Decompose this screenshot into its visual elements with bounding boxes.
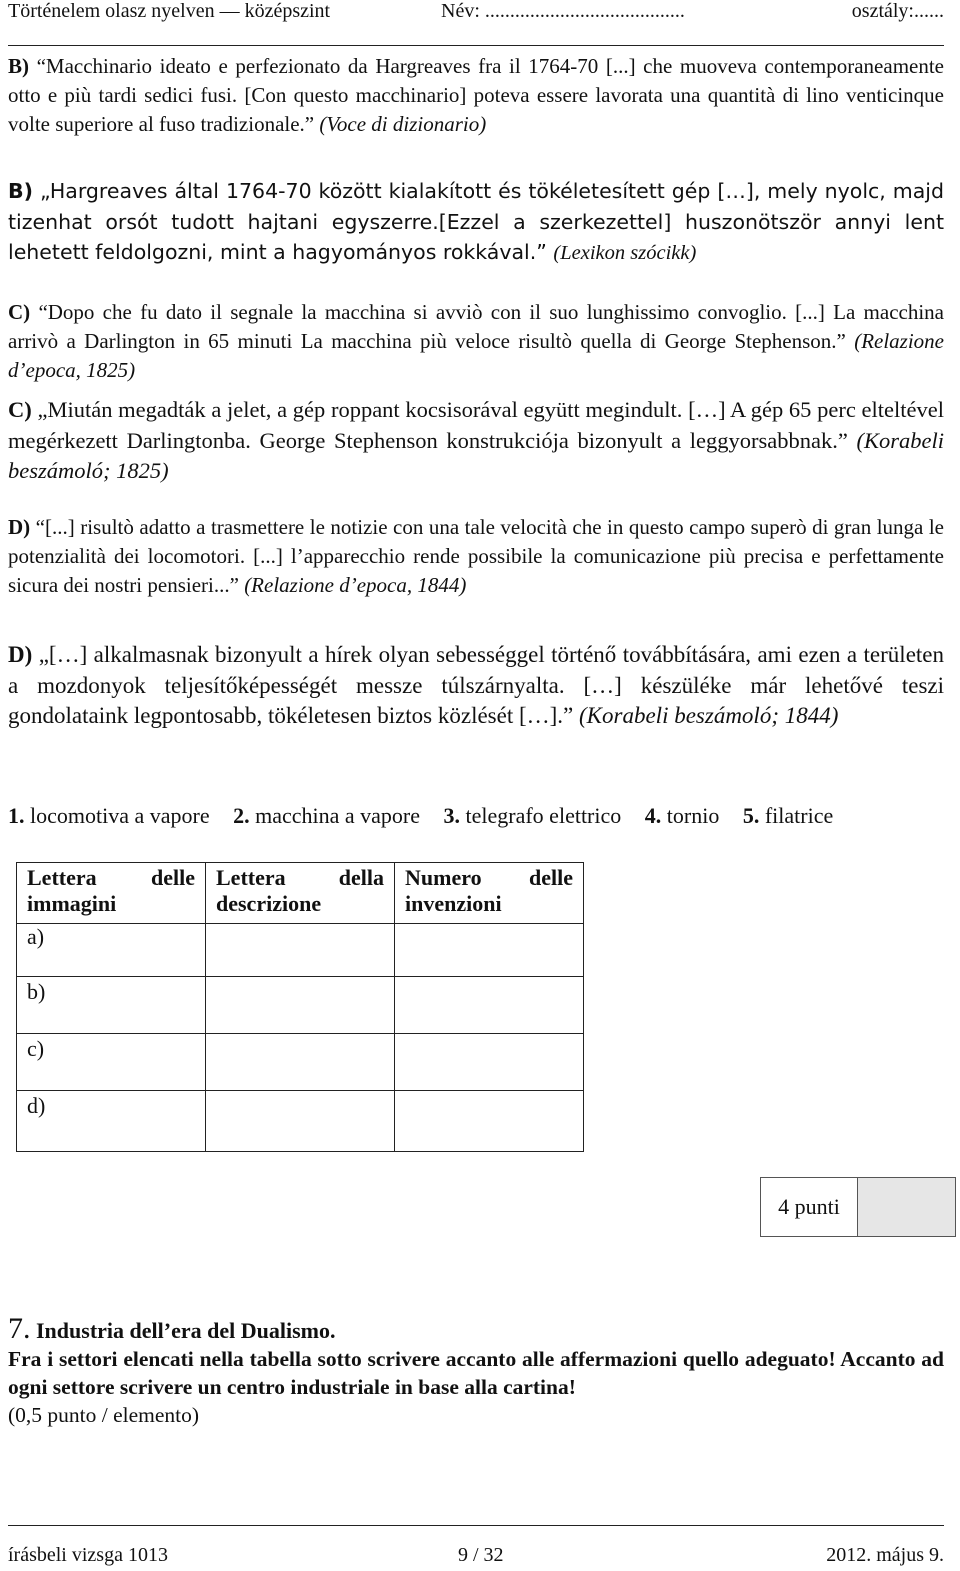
- row-letter: d): [17, 1091, 206, 1152]
- footer-date: 2012. május 9.: [826, 1544, 944, 1566]
- paragraph-label: B): [8, 54, 29, 78]
- footer-exam: írásbeli vizsga 1013: [8, 1544, 168, 1566]
- list-item: 2. macchina a vapore: [233, 803, 421, 828]
- paragraph-c-italian: [8, 298, 944, 385]
- answer-cell[interactable]: [395, 977, 584, 1034]
- answer-cell[interactable]: [206, 1034, 395, 1091]
- footer-page: 9 / 32: [458, 1544, 504, 1566]
- header-class-field: osztály:......: [851, 0, 944, 22]
- list-item: 4. tornio: [644, 803, 720, 828]
- answer-cell[interactable]: [395, 1091, 584, 1152]
- header-subject: Történelem olasz nyelven — középszint: [8, 0, 331, 22]
- question-title: Industria dell’era del Dualismo.: [36, 1318, 336, 1343]
- points-label: 4 punti: [761, 1178, 858, 1236]
- answer-cell[interactable]: [206, 924, 395, 977]
- row-letter: a): [17, 924, 206, 977]
- table-row: [17, 1034, 584, 1091]
- table-header-cell: Lettera delle immagini: [17, 863, 206, 924]
- paragraph-source: (Korabeli beszámoló; 1825): [8, 427, 945, 483]
- paragraph-b-italian: [8, 52, 944, 139]
- paragraph-label: B): [8, 179, 33, 203]
- row-letter: c): [17, 1034, 206, 1091]
- list-item: 3. telegrafo elettrico: [443, 803, 622, 828]
- instruction-text: Fra i settori elencati nella tabella sotto scrivere accanto alle affermazioni quello adeguato! Accanto ad ogni settore scrivere un centro industriale in base alla cartina!: [8, 1347, 944, 1399]
- paragraph-source: (Lexikon szócikk): [553, 242, 697, 264]
- answer-cell[interactable]: [206, 1091, 395, 1152]
- footer-rule: [8, 1525, 944, 1526]
- question-7-instruction: [8, 1345, 944, 1429]
- answer-table: [16, 862, 584, 1152]
- answer-cell[interactable]: [206, 977, 395, 1034]
- paragraph-d-hungarian: [8, 640, 944, 732]
- table-row: [17, 977, 584, 1034]
- paragraph-label: D): [8, 642, 33, 667]
- table-header-row: [17, 863, 584, 924]
- paragraph-text: “Dopo che fu dato il segnale la macchina si avviò con il suo lunghissimo convoglio. [...] La macchina arrivò a Darlington in 65 minuti La macchina più veloce risultò quella di George Stephenson.”: [8, 300, 944, 353]
- scoring-text: (0,5 punto / elemento): [8, 1403, 200, 1427]
- row-letter: b): [17, 977, 206, 1034]
- paragraph-label: C): [8, 300, 31, 324]
- paragraph-source: (Voce di dizionario): [319, 112, 487, 136]
- question-7-title: [8, 1312, 335, 1346]
- table-header-cell: Numero delle invenzioni: [395, 863, 584, 924]
- paragraph-d-italian: [8, 513, 944, 600]
- paragraph-label: C): [8, 397, 32, 422]
- table-header-cell: Lettera della descrizione: [206, 863, 395, 924]
- points-score-field[interactable]: [858, 1178, 955, 1236]
- inventions-list: [8, 803, 851, 829]
- paragraph-text: “Macchinario ideato e perfezionato da Hargreaves fra il 1764-70 [...] che muoveva contemporaneamente otto e più tardi sedici fusi. [Con questo macchinario] poteva essere lavorata una quantità di lino venticinque volte superiore al fuso tradizionale.”: [8, 54, 945, 136]
- paragraph-b-hungarian: [8, 176, 944, 269]
- answer-cell[interactable]: [395, 1034, 584, 1091]
- paragraph-label: D): [8, 515, 31, 539]
- header-name-field: Név: ........................................: [441, 0, 685, 22]
- paragraph-text: “[...] risultò adatto a trasmettere le notizie con una tale velocità che in questo campo superò di gran lunga le potenzialità dei locomotori. [...] l’apparecchio rende possibile la comunicazione più precisa e perfettamente sicura dei nostri pensieri...”: [8, 515, 945, 597]
- paragraph-c-hungarian: [8, 395, 944, 487]
- question-number: 7.: [8, 1312, 31, 1345]
- paragraph-text: „Hargreaves által 1764-70 között kialakított és tökéletesített gép […], mely nyolc, majd tizenhat orsót tudott hajtani egyszerre.[Ezzel a szerkezettel] huszonötször annyi lent lehetett feldolgozni, mint a hagyományos rokkával.”: [8, 179, 944, 264]
- paragraph-source: (Relazione d’epoca, 1825): [8, 329, 945, 382]
- paragraph-text: „[…] alkalmasnak bizonyult a hírek olyan sebességgel történő továbbítására, ami ezen a területen a mozdonyok teljesítőképességét messze túlszárnyalta. […] készüléke már lehetővé teszi gondolataink legpontosabb, tökéletesen biztos közlését […].”: [8, 642, 944, 728]
- paragraph-text: „Miután megadták a jelet, a gép roppant kocsisorával együtt megindult. […] A gép 65 perc elteltével megérkezett Darlingtonba. George Stephenson konstrukciója bizonyult a leggyorsabbnak.”: [8, 397, 945, 453]
- table-row: [17, 924, 584, 977]
- list-item: 5. filatrice: [742, 803, 834, 828]
- paragraph-source: (Korabeli beszámoló; 1844): [579, 703, 839, 728]
- points-box: [760, 1177, 956, 1237]
- page-footer: [8, 1544, 944, 1570]
- list-item: 1. locomotiva a vapore: [8, 803, 210, 828]
- answer-cell[interactable]: [395, 924, 584, 977]
- header-rule: [8, 45, 944, 46]
- paragraph-source: (Relazione d’epoca, 1844): [244, 573, 467, 597]
- page-header: [8, 0, 944, 28]
- table-row: [17, 1091, 584, 1152]
